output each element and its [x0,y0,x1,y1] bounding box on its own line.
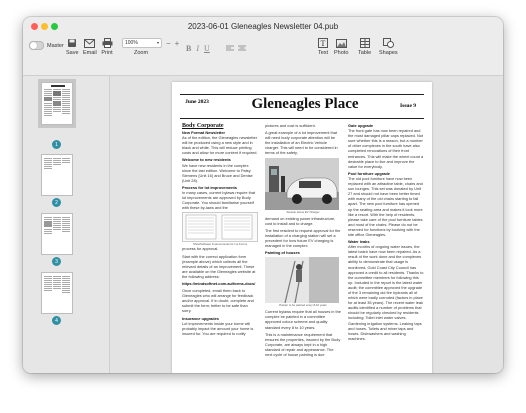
master-label: Master [47,42,64,49]
document-canvas[interactable] [110,76,503,373]
ev-charger-image [265,158,339,210]
section-heading: Body Corporate [182,123,224,129]
subheading: Insurance upgrades [182,315,219,321]
text-format-group [186,44,210,53]
save-button[interactable] [66,38,79,56]
subheading: New Format Newsletter [182,130,226,135]
paragraph: process for approval. [182,246,219,252]
close-window-button[interactable] [31,23,38,30]
forms-document-icon [183,213,257,241]
email-button[interactable] [83,38,97,56]
paragraph: In many cases, current bylaws require that lot improvements are approved by Body Corporate. You should familiarise yourself with these by-laws and the [182,190,256,211]
shapes-icon [382,38,394,48]
app-window [23,17,503,373]
save-label: Save [66,50,79,56]
print-button[interactable] [101,38,113,56]
forms-link[interactable]: https://mindsoftnet.com.au/forms-docs/ [182,280,256,286]
thumbnail-preview [42,273,72,313]
painter-photo-icon [265,257,339,303]
paragraph: pictures and cost is sufficient. [265,123,316,128]
thumbnail-preview [42,214,72,254]
email-icon [84,38,96,48]
thumbnail-preview [42,155,72,195]
paragraph: Lot improvements inside your home will probably impact the amount your home is insured for. You are required to notify [182,320,254,336]
zoom-control [122,38,179,56]
paragraph: Current bylaws require that all houses in the complex be painted in a committee approved colour scheme and quality standard every 8 to 10 years. [265,309,341,330]
email-label: Email [83,50,97,56]
image-caption: Painter to be painted every 8-10 years [279,303,327,308]
subheading: Process for lot improvements [182,184,237,190]
subheading: Painting of houses [265,250,300,256]
paragraph: After months of ongoing water issues, the latest batch have now been repaired. As a result of the work done and the complexes ability to demonstrate that usage is monitored, Gold Coast City Council has approved a credit to all residents. Thanks to the committee members for following this up. Included in the report is the latest water audit; the committee approved the upgrade of the 3 remaining old fire hydrants all of which were badly corroded (factors in place for at least 35 years). The recent water leak audits identified a number of problems that should be regularly checked by residents including: Toilet inlet water valves. Gardening irrigation systems. Leaking taps and hoses. Toilets and mixer taps and hoses. Dishwashers and washing machines. [348,244,424,341]
svg-text:T: T [320,39,326,48]
toggle-switch-icon [29,41,44,50]
chevron-down-icon: ▾ [156,40,159,45]
page-number-badge: 3 [52,257,61,266]
align-left-icon[interactable] [226,45,234,53]
subheading: Pool furniture upgrade [348,170,390,176]
align-group [226,45,246,53]
paragraph: demand on existing power infrastructure, cost to install and to charge. [265,215,336,226]
save-icon [66,38,78,48]
column-3 [348,123,424,341]
insert-text-button[interactable] [317,38,329,56]
subheading: Welcome to new residents [182,157,231,163]
issue-number: Issue 9 [399,103,417,109]
insert-table-button[interactable] [358,38,371,56]
italic-button[interactable]: I [196,44,200,53]
master-toggle[interactable] [29,41,64,50]
toolbar [23,35,503,76]
paragraph: This is a maintenance requirement that ensures the properties, insured by the Body Corporate, are always kept in a high standard of repair and appearance. The next cycle of house painting is due [265,331,341,357]
masthead-rule-top [180,94,424,95]
masthead-date: June 2023 [185,99,209,105]
page-thumbnail-sidebar [23,76,110,373]
masthead-rule-bottom [180,118,424,119]
page-number-badge: 2 [52,198,61,207]
print-label: Print [101,50,113,56]
page-number-badge: 1 [52,140,61,149]
page-thumbnail-3[interactable] [41,213,73,255]
subheading: Water leaks [348,239,370,245]
paragraph: Start with the correct application form (example above) which collects all the relevant details of an improvement. These are available on the Gleneagles website at the following address: [182,253,256,279]
paragraph: The first resident to request approval for the installation of a charging station will set a precedent for how future EV charging is managed in the complex. [265,227,341,249]
newsletter-title: Gleneagles Place [251,96,359,112]
zoom-label: Zoom [134,50,149,56]
page-number-badge: 4 [52,316,61,325]
forms-image [182,212,258,242]
table-label: Table [358,50,372,56]
photo-label: Photo [334,50,349,56]
print-icon [101,38,113,48]
page-thumbnail-1[interactable] [41,82,73,125]
table-icon [359,38,371,48]
column-2 [265,123,341,357]
image-caption: Sample Home EV Charger [286,209,320,214]
zoom-out-button[interactable]: − [166,38,171,48]
align-center-icon[interactable] [238,45,246,53]
shapes-label: Shapes [379,50,398,56]
ev-charger-photo-icon [265,158,339,210]
bold-button[interactable]: B [186,44,192,53]
column-1 [182,123,258,336]
paragraph: A great example of a lot improvement that will need body corporate attention will be the installation of an Electric Vehicle charger. This will need to be considered in terms of the safety, [265,130,338,156]
text-label: Text [317,50,329,56]
zoom-window-button[interactable] [51,23,58,30]
minimize-window-button[interactable] [41,23,48,30]
underline-button[interactable]: U [204,44,210,53]
paragraph: As of the edition, the Gleneagles newsletter will be produced using a new style and in black and white. This will reduce printing costs and allow for more content if required. [182,135,258,156]
painting-image [265,257,339,303]
photo-icon [335,38,347,48]
page-thumbnail-2[interactable] [41,154,73,196]
insert-photo-button[interactable] [334,38,348,56]
zoom-select[interactable] [122,38,162,48]
window-title: 2023-06-01 Gleneagles Newsletter 04.pub [187,21,339,31]
paragraph: We have new residents in the complex since the last edition. Welcome to Patsy Siemens (Unit 16) and Bruce and Denise (Unit 28). [182,162,253,183]
paragraph: The old pool furniture have now been replaced with an attractive table, chairs and sun lounges. This set was donated by Unit 27 and should not have been better timed with many of the old chairs starting to fall apart. The new pool furniture has opened up the seating area and makes it look more like a resort. With the help of residents, please take care of the pool furniture tables and most of the chairs. Please do not be reserved for functions by booking with the site office Gleneagles. [348,175,423,237]
page-thumbnail-4[interactable] [41,272,73,314]
zoom-value: 100% [125,40,138,46]
zoom-in-button[interactable]: + [174,38,180,48]
title-bar [23,17,503,35]
paragraph: Once completed, email them back to Gleneagles who will arrange for feedback and/or approval. If in doubt, complete and submit the form; better to be safe than sorry. [182,288,254,314]
paragraph: The front gate has now been repaired and the most damaged pillar caps replaced. Not sure whether this is a reason, but a number of other complexes in the south have also completed renovations of their front entrances. This will make the wheel count a desirable place to live and improve the value for everybody. [348,128,424,169]
insert-shapes-button[interactable] [379,38,398,56]
image-caption: ShowSoftware Improvements for Lot Forms [193,242,247,247]
newsletter-page[interactable] [172,82,432,373]
subheading: Gate upgrade [348,123,374,128]
thumbnail-preview [42,83,72,124]
text-box-icon [317,38,329,48]
